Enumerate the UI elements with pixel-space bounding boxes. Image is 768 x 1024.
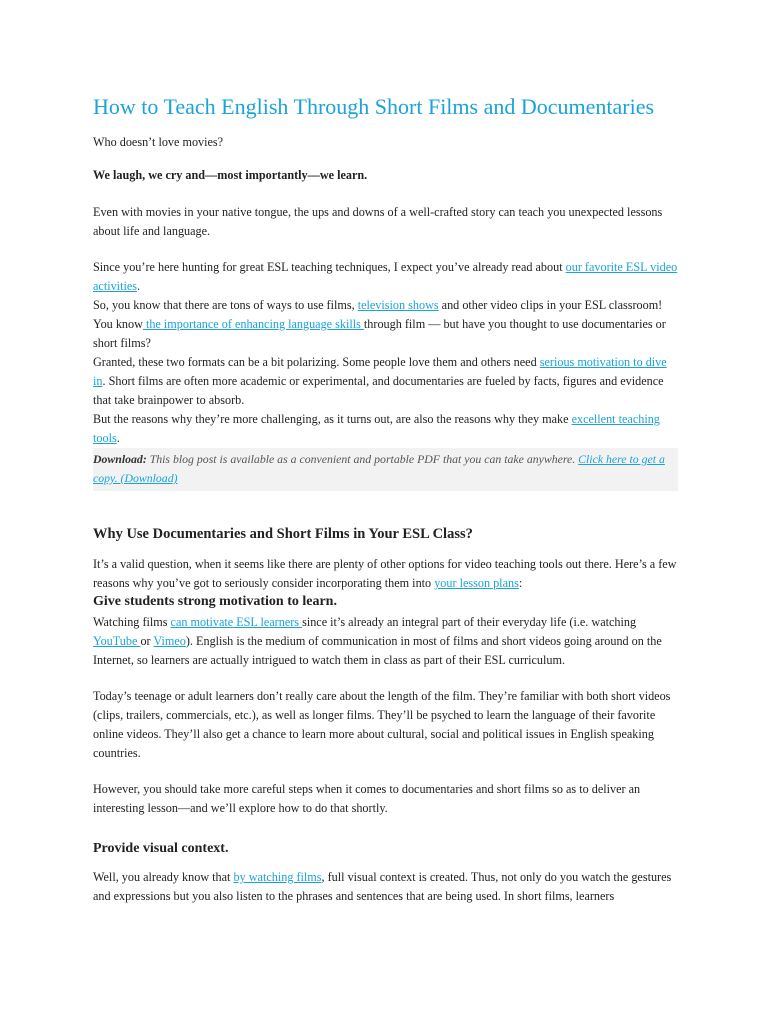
paragraph-careful-steps: However, you should take more careful steps when it comes to documentaries and short films so as to deliver an interesting lesson—and we’ll explore how to do that shortly.: [93, 782, 641, 815]
page-title: How to Teach English Through Short Films and Documentaries: [93, 94, 655, 119]
link-youtube[interactable]: YouTube: [93, 634, 141, 648]
paragraph-esl-techniques: Since you’re here hunting for great ESL teaching techniques, I expect you’ve already read about our favorite ESL video activities.: [93, 260, 678, 293]
intro-question: Who doesn’t love movies?: [93, 135, 224, 149]
subheading-motivation: Give students strong motivation to learn.: [93, 594, 337, 609]
link-lesson-plans[interactable]: your lesson plans: [434, 576, 519, 590]
link-by-watching-films[interactable]: by watching films: [233, 870, 322, 884]
paragraph-importance: You know the importance of enhancing language skills through film — but have you thought to use documentaries or short films?: [93, 317, 666, 350]
paragraph-todays-learners: Today’s teenage or adult learners don’t really care about the length of the film. They’re familiar with both short videos (clips, trailers, commercials, etc.), as well as longer films. They’ll be psyched to learn the language of their favorite online videos. They’ll also get a chance to learn more about cultural, social and political issues in English speaking countries.: [93, 689, 671, 760]
subheading-visual-context: Provide visual context.: [93, 841, 229, 856]
download-callout: Download: This blog post is available as a convenient and portable PDF that you can take anywhere. Click here to get a copy. (Download): [93, 448, 678, 491]
section-heading-why-use: Why Use Documentaries and Short Films in Your ESL Class?: [93, 526, 473, 542]
paragraph-watching-films: Watching films can motivate ESL learners since it’s already an integral part of their everyday life (i.e. watching YouTube or Vimeo). English is the medium of communication in most of films and short videos going around on the Internet, so learners are actually intrigued to watch them in class as part of their ESL curriculum.: [93, 615, 662, 667]
paragraph-polarizing: Granted, these two formats can be a bit polarizing. Some people love them and others need serious motivation to dive in. Short films are often more academic or experimental, and documentaries are fueled by facts, figures and evidence that take brainpower to absorb.: [93, 355, 667, 407]
link-favorite-esl-video-activities[interactable]: our favorite ESL video activities: [93, 260, 678, 293]
link-vimeo[interactable]: Vimeo: [153, 634, 186, 648]
link-motivate-esl-learners[interactable]: can motivate ESL learners: [170, 615, 303, 629]
link-importance-language-skills[interactable]: the importance of enhancing language skills: [142, 317, 364, 331]
paragraph-ways-to-use: So, you know that there are tons of ways to use films, television shows and other video clips in your ESL classroom!: [93, 298, 663, 312]
link-television-shows[interactable]: television shows: [357, 298, 439, 312]
intro-bold: We laugh, we cry and—most importantly—we learn.: [93, 168, 368, 182]
paragraph-valid-question: It’s a valid question, when it seems like there are plenty of other options for video teaching tools out there. Here’s a few reasons why you’ve got to seriously consider incorporating them into your lesson plans:: [93, 557, 677, 590]
link-serious-motivation[interactable]: serious motivation to dive in: [93, 355, 667, 388]
download-label: Download:: [93, 452, 147, 466]
link-excellent-teaching-tools[interactable]: excellent teaching tools: [93, 412, 660, 445]
paragraph-visual-context: Well, you already know that by watching films, full visual context is created. Thus, not only do you watch the gestures and expressions but you also listen to the phrases and sentences that are being used. In short films, learners: [93, 870, 672, 903]
paragraph-native-tongue: Even with movies in your native tongue, the ups and downs of a well-crafted story can teach you unexpected lessons about life and language.: [93, 205, 663, 238]
paragraph-challenging: But the reasons why they’re more challenging, as it turns out, are also the reasons why they make excellent teaching tools.: [93, 412, 660, 445]
article: [93, 94, 678, 906]
download-link[interactable]: Click here to get a copy. (Download): [93, 452, 665, 485]
